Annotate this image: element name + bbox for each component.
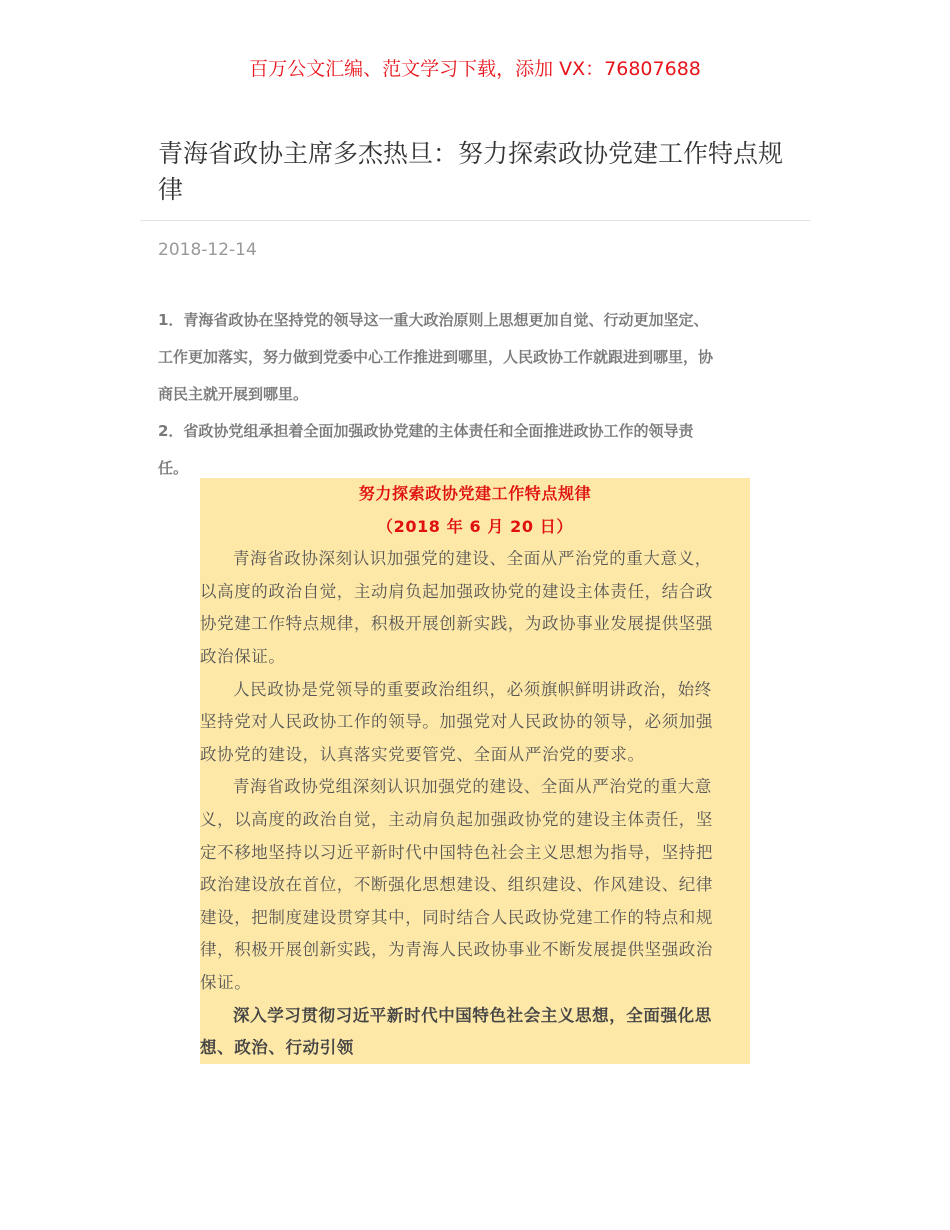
summary-line: 商民主就开展到哪里。 <box>158 385 309 403</box>
paragraph-line: 青海省政协深刻认识加强党的建设、全面从严治党的重大意义， <box>233 549 712 569</box>
paragraph-line: 协党建工作特点规律，积极开展创新实践，为政协事业发展提供坚强 <box>200 614 713 634</box>
paragraph-line: 定不移地坚持以习近平新时代中国特色社会主义思想为指导，坚持把 <box>200 842 713 862</box>
paragraph-line: 义，以高度的政治自觉，主动肩负起加强政协党的建设主体责任，坚 <box>200 809 713 829</box>
paragraph-line: 政治保证。 <box>200 646 286 666</box>
excerpt-date: （2018 年 6 月 20 日） <box>377 516 573 536</box>
paragraph-line: 建设，把制度建设贯穿其中，同时结合人民政协党建工作的特点和规 <box>200 907 713 927</box>
title-divider <box>140 220 810 221</box>
summary-line: 任。 <box>158 459 189 477</box>
section-heading-line: 深入学习贯彻习近平新时代中国特色社会主义思想，全面强化思 <box>233 1005 712 1025</box>
paragraph-line: 政协党的建设，认真落实党要管党、全面从严治党的要求。 <box>200 744 645 764</box>
summary-line: 工作更加落实，努力做到党委中心工作推进到哪里，人民政协工作就跟进到哪里，协 <box>158 348 714 366</box>
promo-banner: 百万公文汇编、范文学习下载，添加 VX：76807688 <box>249 58 701 80</box>
paragraph-line: 律，积极开展创新实践，为青海人民政协事业不断发展提供坚强政治 <box>200 940 713 960</box>
paragraph-line: 以高度的政治自觉，主动肩负起加强政协党的建设主体责任，结合政 <box>200 581 713 601</box>
article-title: 青海省政协主席多杰热旦：努力探索政协党建工作特点规律 <box>158 139 784 204</box>
paragraph-line: 人民政协是党领导的重要政治组织，必须旗帜鲜明讲政治，始终 <box>233 679 712 699</box>
highlighted-excerpt <box>200 478 750 1064</box>
summary-line: 2．省政协党组承担着全面加强政协党建的主体责任和全面推进政协工作的领导责 <box>158 422 694 440</box>
paragraph-line: 青海省政协党组深刻认识加强党的建设、全面从严治党的重大意 <box>233 777 712 797</box>
paragraph-line: 坚持党对人民政协工作的领导。加强党对人民政协的领导，必须加强 <box>200 712 713 732</box>
section-heading-line: 想、政治、行动引领 <box>200 1038 354 1058</box>
paragraph-line: 政治建设放在首位，不断强化思想建设、组织建设、作风建设、纪律 <box>200 875 713 895</box>
article-date: 2018-12-14 <box>158 240 257 260</box>
excerpt-heading: 努力探索政协党建工作特点规律 <box>358 484 592 503</box>
paragraph-line: 保证。 <box>200 972 252 992</box>
summary-list <box>158 307 798 492</box>
summary-line: 1．青海省政协在坚持党的领导这一重大政治原则上思想更加自觉、行动更加坚定、 <box>158 311 709 329</box>
